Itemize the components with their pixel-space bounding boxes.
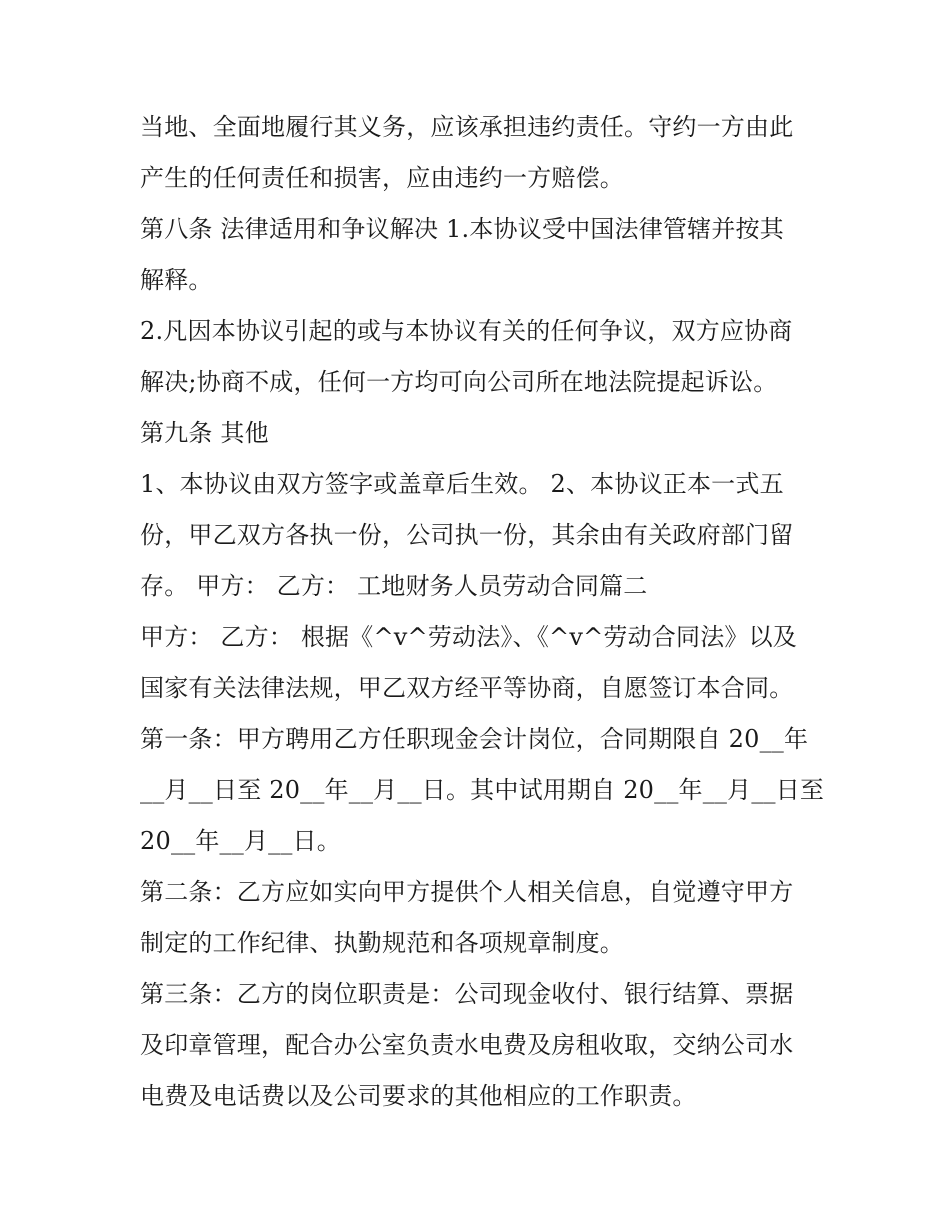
text-line-12: 国家有关法律法规，甲乙双方经平等协商，自愿签订本合同。	[140, 674, 794, 702]
text-line-18: 第三条：乙方的岗位职责是：公司现金收付、银行结算、票据	[140, 980, 794, 1008]
text-line-19: 及印章管理，配合办公室负责水电费及房租收取，交纳公司水	[140, 1031, 794, 1059]
text-line-9: 份，甲乙双方各执一份，公司执一份，其余由有关政府部门留	[140, 521, 794, 549]
text-line-17: 制定的工作纪律、执勤规范和各项规章制度。	[140, 929, 624, 957]
document-body	[140, 102, 825, 1122]
text-line-15: 20__年__月__日。	[140, 827, 341, 855]
text-line-14: __月__日至 20__年__月__日。其中试用期自 20__年__月__日至	[140, 776, 825, 804]
text-line-16: 第二条：乙方应如实向甲方提供个人相关信息，自觉遵守甲方	[140, 878, 794, 906]
text-line-8: 1、本协议由双方签字或盖章后生效。 2、本协议正本一式五	[140, 470, 784, 498]
text-line-13: 第一条：甲方聘用乙方任职现金会计岗位，合同期限自 20__年	[140, 725, 809, 753]
text-line-6: 解决;协商不成，任何一方均可向公司所在地法院提起诉讼。	[140, 368, 778, 396]
text-line-11: 甲方： 乙方： 根据《^v^劳动法》、《^v^劳动合同法》以及	[140, 623, 798, 651]
text-line-3: 第八条 法律适用和争议解决 1.本协议受中国法律管辖并按其	[140, 215, 784, 243]
text-line-1: 当地、全面地履行其义务，应该承担违约责任。守约一方由此	[140, 113, 794, 141]
text-line-20: 电费及电话费以及公司要求的其他相应的工作职责。	[140, 1082, 697, 1110]
text-line-5: 2.凡因本协议引起的或与本协议有关的任何争议，双方应协商	[140, 317, 793, 345]
text-line-7: 第九条 其他	[140, 419, 269, 447]
text-line-4: 解释。	[140, 266, 213, 294]
text-line-10: 存。 甲方： 乙方： 工地财务人员劳动合同篇二	[140, 572, 648, 600]
text-line-2: 产生的任何责任和损害，应由违约一方赔偿。	[140, 164, 624, 192]
